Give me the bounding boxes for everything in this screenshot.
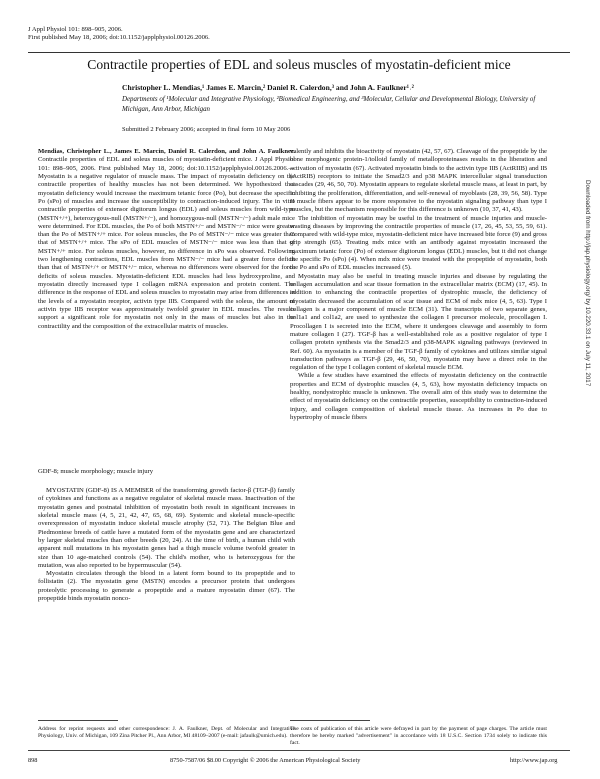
- footnote-rule-left: [38, 720, 118, 721]
- published-line: First published May 18, 2006; doi:10.1152/japplphysiol.00126.2006.: [28, 34, 210, 42]
- download-note: Downloaded from http://jap.physiology.org/ by 10.220.33.1 on July 11, 2017: [584, 180, 591, 387]
- abstract-text: Contractile properties of EDL and soleus muscles of myostatin-deficient mice. J Appl Physiol 101: 898–905, 2006. First published May 18, 2006; doi:10.1152/japplphysiol.00126.2006.—Myostatin is a negative regulator of muscle mass. The impact of myostatin deficiency on the contractile properties of healthy muscles has not been determined. We hypothesized that myostatin deficiency would increase the maximum tetanic force (Po), but decrease the specific Po (sPo) of muscles and increase the susceptibility to contraction-induced injury. The in vitro contractile properties of extensor digitorum longus (EDL) and soleus muscles from wild-type (MSTN+/+), heterozygous-null (MSTN+/−), and homozygous-null (MSTN−/−) adult male mice were determined. For EDL muscles, the Po of both MSTN+/− and MSTN−/− mice were greater than the Po of MSTN+/+ mice. For soleus muscles, the Po of MSTN−/− mice was greater than that of MSTN+/+ mice. The sPo of EDL muscles of MSTN−/− mice was less than that of MSTN+/+ mice. For soleus muscles, however, no difference in sPo was observed. Following two lengthening contractions, EDL muscles from MSTN−/− mice had a greater force deficit than that of MSTN+/+ or MSTN+/− mice, whereas no differences were observed for the force deficits of soleus muscles. Myostatin-deficient EDL muscles had less hydroxyproline, and myostatin directly increased type I collagen mRNA expression and protein content. The difference in the response of EDL and soleus muscles to myostatin may arise from differences in the levels of a myostatin receptor, activin type IIB. Compared with the soleus, the amount of activin type IIB receptor was approximately twofold greater in EDL muscles. The results support a significant role for myostatin not only in the mass of muscles but also in the contractility and the composition of the extracellular matrix of muscles.: [38, 156, 295, 330]
- affiliations: Departments of ¹Molecular and Integrative Physiology, ²Biomedical Engineering, and ³Molecular, Cellular and Developmental Biology, University of Michigan, Ann Arbor, Michigan: [122, 96, 536, 113]
- paragraph: valently and inhibits the bioactivity of myostatin (42, 57, 67). Cleavage of the propeptide by the bone morphogenic protein-1/tolloid family of metalloproteinases results in the liberation and activation of myostatin (67). Activated myostatin binds to the activin type IIB (ActRIIB) and IB (ActRIB) receptors to initiate the Smad2/3 and p38 MAPK intercellular signal transduction cascades (29, 46, 50, 70). Myostatin appears to regulate skeletal muscle mass, at least in part, by inhibiting the proliferation, differentiation, and self-renewal of myoblasts (28, 39, 56, 58). Type II muscle fibers appear to be more responsive to the myostatin signaling pathway than type I muscles, but the mechanism responsible for this difference is unknown (10, 37, 41, 43).: [290, 148, 547, 214]
- page-number: 898: [28, 757, 38, 764]
- body-left-column: [38, 487, 295, 603]
- paragraph: MYOSTATIN (GDF-8) IS A MEMBER of the transforming growth factor-β (TGF-β) family of cytokines and functions as a negative regulator of skeletal muscle mass. Inactivation of the myostatin genes and postnatal inhibition of myostatin both result in significant increases in skeletal muscle mass (4, 5, 21, 42, 47, 65, 68, 69). Systemic and skeletal muscle-specific overexpression of myostatin induce skeletal muscle atrophy (52, 71). The Belgian Blue and Piedmontese breeds of cattle have a mutated form of the myostatin gene and are characterized by larger skeletal muscles than other breeds (20, 24). At the time of birth, a human child with apparent null mutations in his myostatin genes had a thigh muscle volume twofold greater in size than 10 age-matched controls (54). The child's mother, who is heterozygous for the mutation, was also reported to be hypermuscular (54).: [38, 487, 295, 569]
- publication-cost-footnote: The costs of publication of this article were defrayed in part by the payment of page charges. The article must therefore be hereby marked "advertisement" in accordance with 18 U.S.C. Section 1734 solely to indicate this fact.: [290, 726, 547, 746]
- journal-url[interactable]: [510, 757, 557, 764]
- footer-rule: [28, 750, 570, 751]
- submission-dates: Submitted 2 February 2006; accepted in final form 10 May 2006: [122, 126, 291, 133]
- copyright-line: 8750-7587/06 $8.00 Copyright © 2006 the American Physiological Society: [170, 757, 361, 764]
- author-list: Christopher L. Mendias,¹ James E. Marcin,² Daniel R. Calerdon,³ and John A. Faulkner¹˒²: [122, 83, 414, 92]
- download-sidebar: [582, 40, 594, 720]
- article-title: Contractile properties of EDL and soleus muscles of myostatin-deficient mice: [87, 57, 511, 72]
- footnote-rule-right: [290, 720, 370, 721]
- abstract-lead: Mendias, Christopher L., James E. Marcin, Daniel R. Calerdon, and John A. Faulkner.: [38, 148, 295, 155]
- body-right-column: [290, 148, 547, 422]
- abstract: [38, 148, 295, 331]
- paragraph: While a few studies have examined the effects of myostatin deficiency on the contractile properties and ECM of dystrophic muscles (4, 5, 63), how myostatin deficiency impacts on healthy, nondystrophic muscle is unknown. The overall aim of this study was to determine the effect of myostatin deficiency on the contractile properties, susceptibility to contraction-induced injury, and collagen composition of skeletal muscle tissue. As increases in Po due to hypertrophy of muscle fibers: [290, 372, 547, 421]
- header-rule: [28, 52, 570, 53]
- journal-url-text[interactable]: http://www.jap.org: [510, 757, 558, 764]
- journal-line: J Appl Physiol 101: 898–905, 2006.: [28, 26, 123, 33]
- keywords: GDF-8; muscle morphology; muscle injury: [38, 468, 154, 475]
- journal-citation: [28, 26, 210, 43]
- paragraph: Myostatin circulates through the blood in a latent form bound to its propeptide and to follistatin (2). The myostatin gene (MSTN) encodes a precursor protein that undergoes proteolytic processing to generate a propeptide and a mature myostatin dimer (67). The propeptide binds myostatin nonco-: [38, 570, 295, 603]
- paragraph: Myostatin may also be useful in treating muscle injuries and disease by regulating the collagen accumulation and scar tissue formation in the extracellular matrix (ECM) (17, 45). In addition to enhancing the contractile properties of dystrophic muscle, the deficiency of myostatin decreased the accumulation of scar tissue and ECM of mdx mice (4, 5, 63). Type I collagen is a major component of muscle ECM (31). The transcripts of two separate genes, col1a1 and col1a2, are used to synthesize the collagen I precursor molecule, procollagen I. Procollagen I is secreted into the ECM, where it undergoes cleavage and assembly to form mature collagen I (27). TGF-β has a well-established role as a positive regulator of type I collagen protein synthesis via the Smad2/3 and p38-MAPK signaling pathways (reviewed in Ref. 60). As myostatin is a member of the TGF-β family of cytokines and utilizes similar signal transduction pathways as TGF-β (29, 46, 50, 70), myostatin may have a direct role in the regulation of the type I collagen content of skeletal muscle ECM.: [290, 272, 547, 372]
- correspondence-footnote: Address for reprint requests and other correspondence: J. A. Faulkner, Dept. of Molecular and Integrative Physiology, Univ. of Michigan, 109 Zina Pitcher Pl., Ann Arbor, MI 48109–2007 (e-mail: jafaulk@umich.edu).: [38, 726, 295, 739]
- paragraph: The inhibition of myostatin may be useful in the treatment of muscle injuries and muscle-wasting diseases by improving the contractile properties of muscle (17, 26, 45, 53, 55, 59, 61). Compared with wild-type mice, myostatin-deficient mice have increased bite force (9) and gross grip strength (65). Treating mdx mice with an antibody against myostatin increased the maximum tetanic force (Po) of extensor digitorum longus (EDL) muscles, but it did not change the specific Po (sPo) (4). When mdx mice were treated with the propeptide of myostatin, both the Po and sPo of EDL muscles increased (5).: [290, 214, 547, 272]
